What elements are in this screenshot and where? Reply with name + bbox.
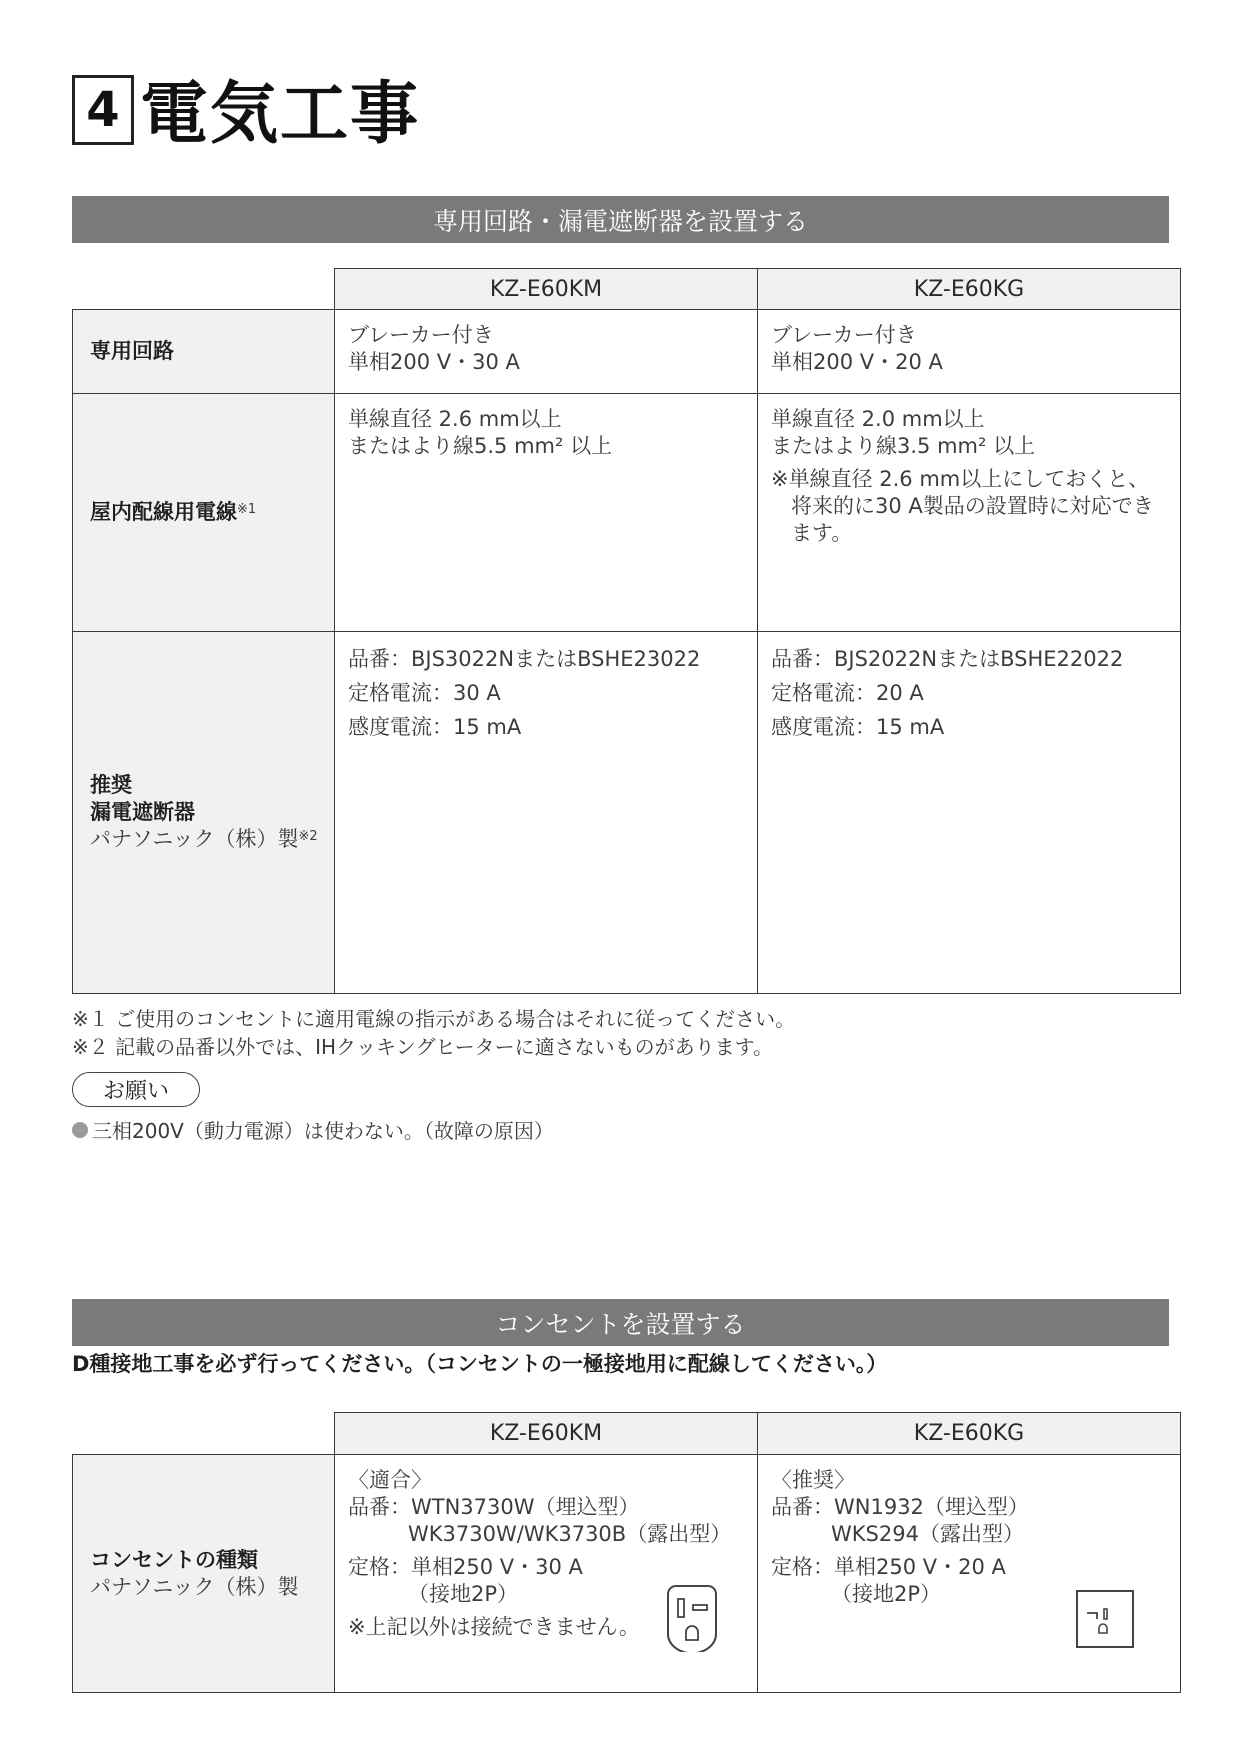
row-label-circuit: 専用回路 xyxy=(73,310,335,394)
page-title xyxy=(72,66,421,154)
circuit-spec-table xyxy=(72,268,1181,994)
bullet-icon xyxy=(72,1122,88,1138)
cell-circuit-km: ブレーカー付き 単相200 V・30 A xyxy=(335,310,758,394)
notice-label: お願い xyxy=(72,1072,200,1107)
outlet-spec-table xyxy=(72,1412,1181,1693)
header-km: KZ-E60KM xyxy=(335,269,758,310)
section-bar-circuit: 専用回路・漏電遮断器を設置する xyxy=(72,196,1169,243)
cell-breaker-kg: 品番：BJS2022NまたはBSHE22022 定格電流：20 A 感度電流：15 mA xyxy=(758,632,1181,994)
footnote-1: ※１ ご使用のコンセントに適用電線の指示がある場合はそれに従ってください。 xyxy=(72,1007,796,1031)
table-corner xyxy=(73,1413,335,1455)
table-corner xyxy=(73,269,335,310)
cell-wire-kg: 単線直径 2.0 mm以上 またはより線3.5 mm² 以上 ※単線直径 2.6 mm以上にしておくと、将来的に30 A製品の設置時に対応できます。 xyxy=(758,394,1181,632)
section-bar-outlet: コンセントを設置する xyxy=(72,1299,1169,1346)
header-kg: KZ-E60KG xyxy=(758,1413,1181,1455)
footnotes xyxy=(72,1005,795,1061)
cell-outlet-km: 〈適合〉 品番：WTN3730W（埋込型） WK3730W/WK3730B（露出型） 定格：単相250 V・30 A （接地2P） ※上記以外は接続できません。 xyxy=(335,1455,758,1693)
cell-breaker-km: 品番：BJS3022NまたはBSHE23022 定格電流：30 A 感度電流：15 mA xyxy=(335,632,758,994)
footnote-2: ※２ 記載の品番以外では、IHクッキングヒーターに適さないものがあります。 xyxy=(72,1035,774,1059)
row-label-outlet: コンセントの種類 パナソニック（株）製 xyxy=(73,1455,335,1693)
section-number: 4 xyxy=(72,75,134,145)
grounding-instruction: D種接地工事を必ず行ってください。（コンセントの一極接地用に配線してください。） xyxy=(72,1352,888,1376)
cell-wire-km: 単線直径 2.6 mm以上 またはより線5.5 mm² 以上 xyxy=(335,394,758,632)
title-text: 電気工事 xyxy=(140,74,421,154)
outlet-km-note: ※上記以外は接続できません。 xyxy=(348,1615,640,1639)
header-km: KZ-E60KM xyxy=(335,1413,758,1455)
cell-outlet-kg: 〈推奨〉 品番：WN1932（埋込型） WKS294（露出型） 定格：単相250 V・20 A （接地2P） xyxy=(758,1455,1181,1693)
outlet-20a-icon xyxy=(1075,1589,1135,1649)
outlet-30a-icon xyxy=(666,1582,718,1652)
row-label-wire: 屋内配線用電線$^{※1}$ xyxy=(73,394,335,632)
wire-note: ※単線直径 2.6 mm以上にしておくと、将来的に30 A製品の設置時に対応できます。 xyxy=(771,467,1154,545)
header-kg: KZ-E60KG xyxy=(758,269,1181,310)
cell-circuit-kg: ブレーカー付き 単相200 V・20 A xyxy=(758,310,1181,394)
row-label-breaker: 推奨 漏電遮断器 パナソニック（株）製$^{※2}$ xyxy=(73,632,335,994)
notice-item: 三相200V（動力電源）は使わない。（故障の原因） xyxy=(72,1115,554,1144)
